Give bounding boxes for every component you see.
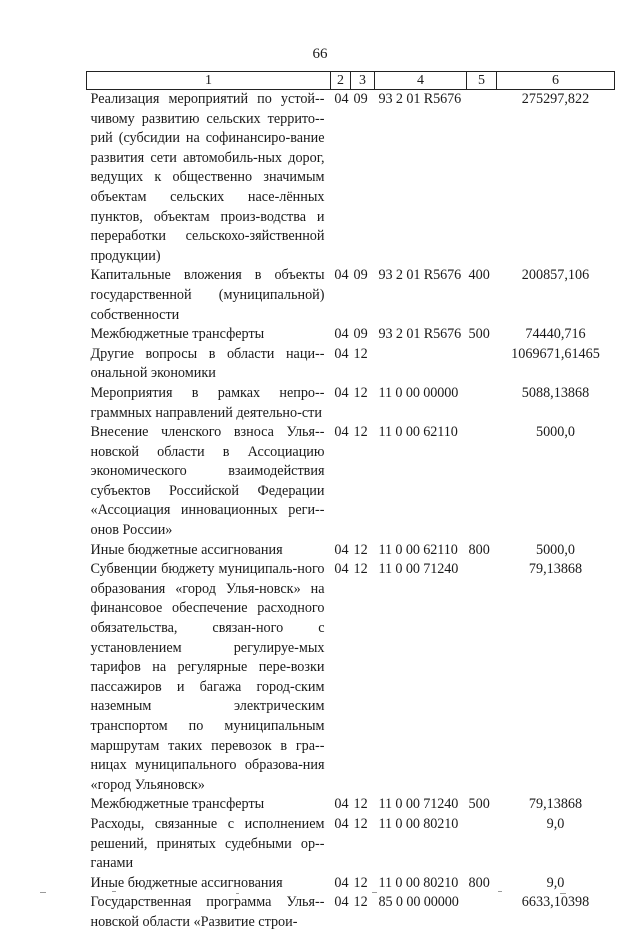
column-header: 1 xyxy=(87,72,331,90)
row-section-code: 04 xyxy=(334,424,349,441)
table-row xyxy=(87,345,615,384)
row-subsection-code: 09 xyxy=(353,267,368,284)
column-header: 5 xyxy=(467,72,497,90)
row-section-code: 04 xyxy=(334,894,349,911)
row-amount: 9,0 xyxy=(546,874,565,891)
table-row xyxy=(87,541,615,561)
row-subsection-code: 12 xyxy=(353,894,368,911)
row-section-code: 04 xyxy=(334,874,349,891)
row-target-article-code: 93 2 01 R5676 xyxy=(378,91,462,107)
row-description: Реализация мероприятий по устой-чивому развитию сельских террито-рий (субсидии на софинансиро-вание развития сети автомобиль-ных дорог, ведущих к общественно значимым объектам сельских насе-лённых пунктов, объектам произ-водства и переработки сельскохо-зяйственной продукции) xyxy=(90,91,325,264)
row-description: Расходы, связанные с исполнением решений, принятых судебными ор-ганами xyxy=(90,815,325,872)
row-subsection-code: 12 xyxy=(353,424,368,441)
row-amount: 275297,822 xyxy=(521,91,590,107)
row-expense-type-code xyxy=(467,423,497,541)
row-expense-type-code xyxy=(467,815,497,874)
budget-table xyxy=(86,71,615,933)
table-row xyxy=(87,893,615,932)
row-section-code: 04 xyxy=(334,345,349,362)
row-description: Мероприятия в рамках непро-граммных направлений деятельно-сти xyxy=(90,384,325,421)
row-section-code: 04 xyxy=(334,326,349,343)
row-subsection-code: 12 xyxy=(353,815,368,832)
table-row xyxy=(87,266,615,325)
row-expense-type-code xyxy=(467,345,497,384)
row-amount: 200857,106 xyxy=(521,267,590,284)
scan-edge-noise xyxy=(0,888,640,898)
row-amount: 1069671,61465 xyxy=(511,345,600,362)
row-expense-type-code: 800 xyxy=(468,541,490,558)
row-subsection-code: 12 xyxy=(353,384,368,401)
row-expense-type-code: 500 xyxy=(468,796,490,813)
row-section-code: 04 xyxy=(334,815,349,832)
row-description: Иные бюджетные ассигнования xyxy=(90,874,283,891)
row-target-article-code: 11 0 00 71240 xyxy=(378,796,459,813)
table-row xyxy=(87,815,615,874)
row-description: Межбюджетные трансферты xyxy=(90,326,265,343)
row-target-article-code: 93 2 01 R5676 xyxy=(378,267,462,284)
row-description: Межбюджетные трансферты xyxy=(90,796,265,813)
table-row xyxy=(87,384,615,423)
row-subsection-code: 12 xyxy=(353,541,368,558)
row-amount: 5000,0 xyxy=(535,541,575,558)
column-header: 4 xyxy=(375,72,467,90)
row-amount: 74440,716 xyxy=(525,326,586,343)
row-target-article-code: 93 2 01 R5676 xyxy=(378,326,462,343)
row-expense-type-code: 500 xyxy=(468,326,490,343)
row-target-article-code: 85 0 00 00000 xyxy=(378,894,459,911)
row-expense-type-code: 400 xyxy=(468,267,490,284)
row-target-article-code: 11 0 00 71240 xyxy=(378,561,459,578)
table-row xyxy=(87,795,615,815)
row-subsection-code: 12 xyxy=(353,796,368,813)
row-description: Иные бюджетные ассигнования xyxy=(90,541,283,558)
row-target-article-code xyxy=(375,345,467,384)
row-section-code: 04 xyxy=(334,541,349,558)
row-amount: 9,0 xyxy=(546,815,565,832)
row-target-article-code: 11 0 00 00000 xyxy=(378,384,459,401)
row-description: Государственная программа Улья-новской области «Развитие строи- xyxy=(90,894,325,930)
row-section-code: 04 xyxy=(334,796,349,813)
row-expense-type-code xyxy=(467,560,497,795)
table-row xyxy=(87,423,615,541)
row-amount: 6633,10398 xyxy=(521,894,590,911)
row-target-article-code: 11 0 00 80210 xyxy=(378,815,459,832)
row-subsection-code: 12 xyxy=(353,345,368,362)
row-target-article-code: 11 0 00 62110 xyxy=(378,541,458,558)
row-expense-type-code xyxy=(467,90,497,267)
table-row xyxy=(87,90,615,267)
row-target-article-code: 11 0 00 80210 xyxy=(378,874,459,891)
column-header: 6 xyxy=(497,72,615,90)
row-section-code: 04 xyxy=(334,91,349,107)
table-row xyxy=(87,325,615,345)
row-description: Капитальные вложения в объекты государственной (муниципальной) собственности xyxy=(90,267,325,323)
row-subsection-code: 09 xyxy=(353,91,368,107)
row-expense-type-code xyxy=(467,893,497,932)
row-amount: 79,13868 xyxy=(528,796,583,813)
row-section-code: 04 xyxy=(334,384,349,401)
page-number: 66 xyxy=(312,46,328,62)
row-section-code: 04 xyxy=(334,267,349,284)
row-description: Другие вопросы в области наци-ональной экономики xyxy=(90,345,325,382)
row-subsection-code: 12 xyxy=(353,561,368,578)
row-amount: 5000,0 xyxy=(535,424,575,441)
row-target-article-code: 11 0 00 62110 xyxy=(378,424,458,441)
row-amount: 5088,13868 xyxy=(521,384,590,401)
row-description: Субвенции бюджету муниципаль-ного образования «город Улья-новск» на финансовое обеспечение расходного обязательства, связан-ного с установлением регулируе-мых тарифов на регулярные пере-возки пассажиров и багажа город-ским наземным электрическим транспортом по муниципальным маршрутам таких перевозок в гра-ницах муниципального образова-ния «город Ульяновск» xyxy=(90,561,325,793)
row-subsection-code: 09 xyxy=(353,326,368,343)
row-expense-type-code xyxy=(467,384,497,423)
table-row xyxy=(87,560,615,795)
row-description: Внесение членского взноса Улья-новской области в Ассоциацию экономического взаимодействия субъектов Российской Федерации «Ассоциация инновационных реги-онов России» xyxy=(90,424,325,539)
row-amount: 79,13868 xyxy=(528,561,583,578)
column-header: 2 xyxy=(331,72,351,90)
column-header-row xyxy=(87,72,615,90)
row-section-code: 04 xyxy=(334,561,349,578)
row-subsection-code: 12 xyxy=(353,874,368,891)
column-header: 3 xyxy=(351,72,375,90)
row-expense-type-code: 800 xyxy=(468,874,490,891)
